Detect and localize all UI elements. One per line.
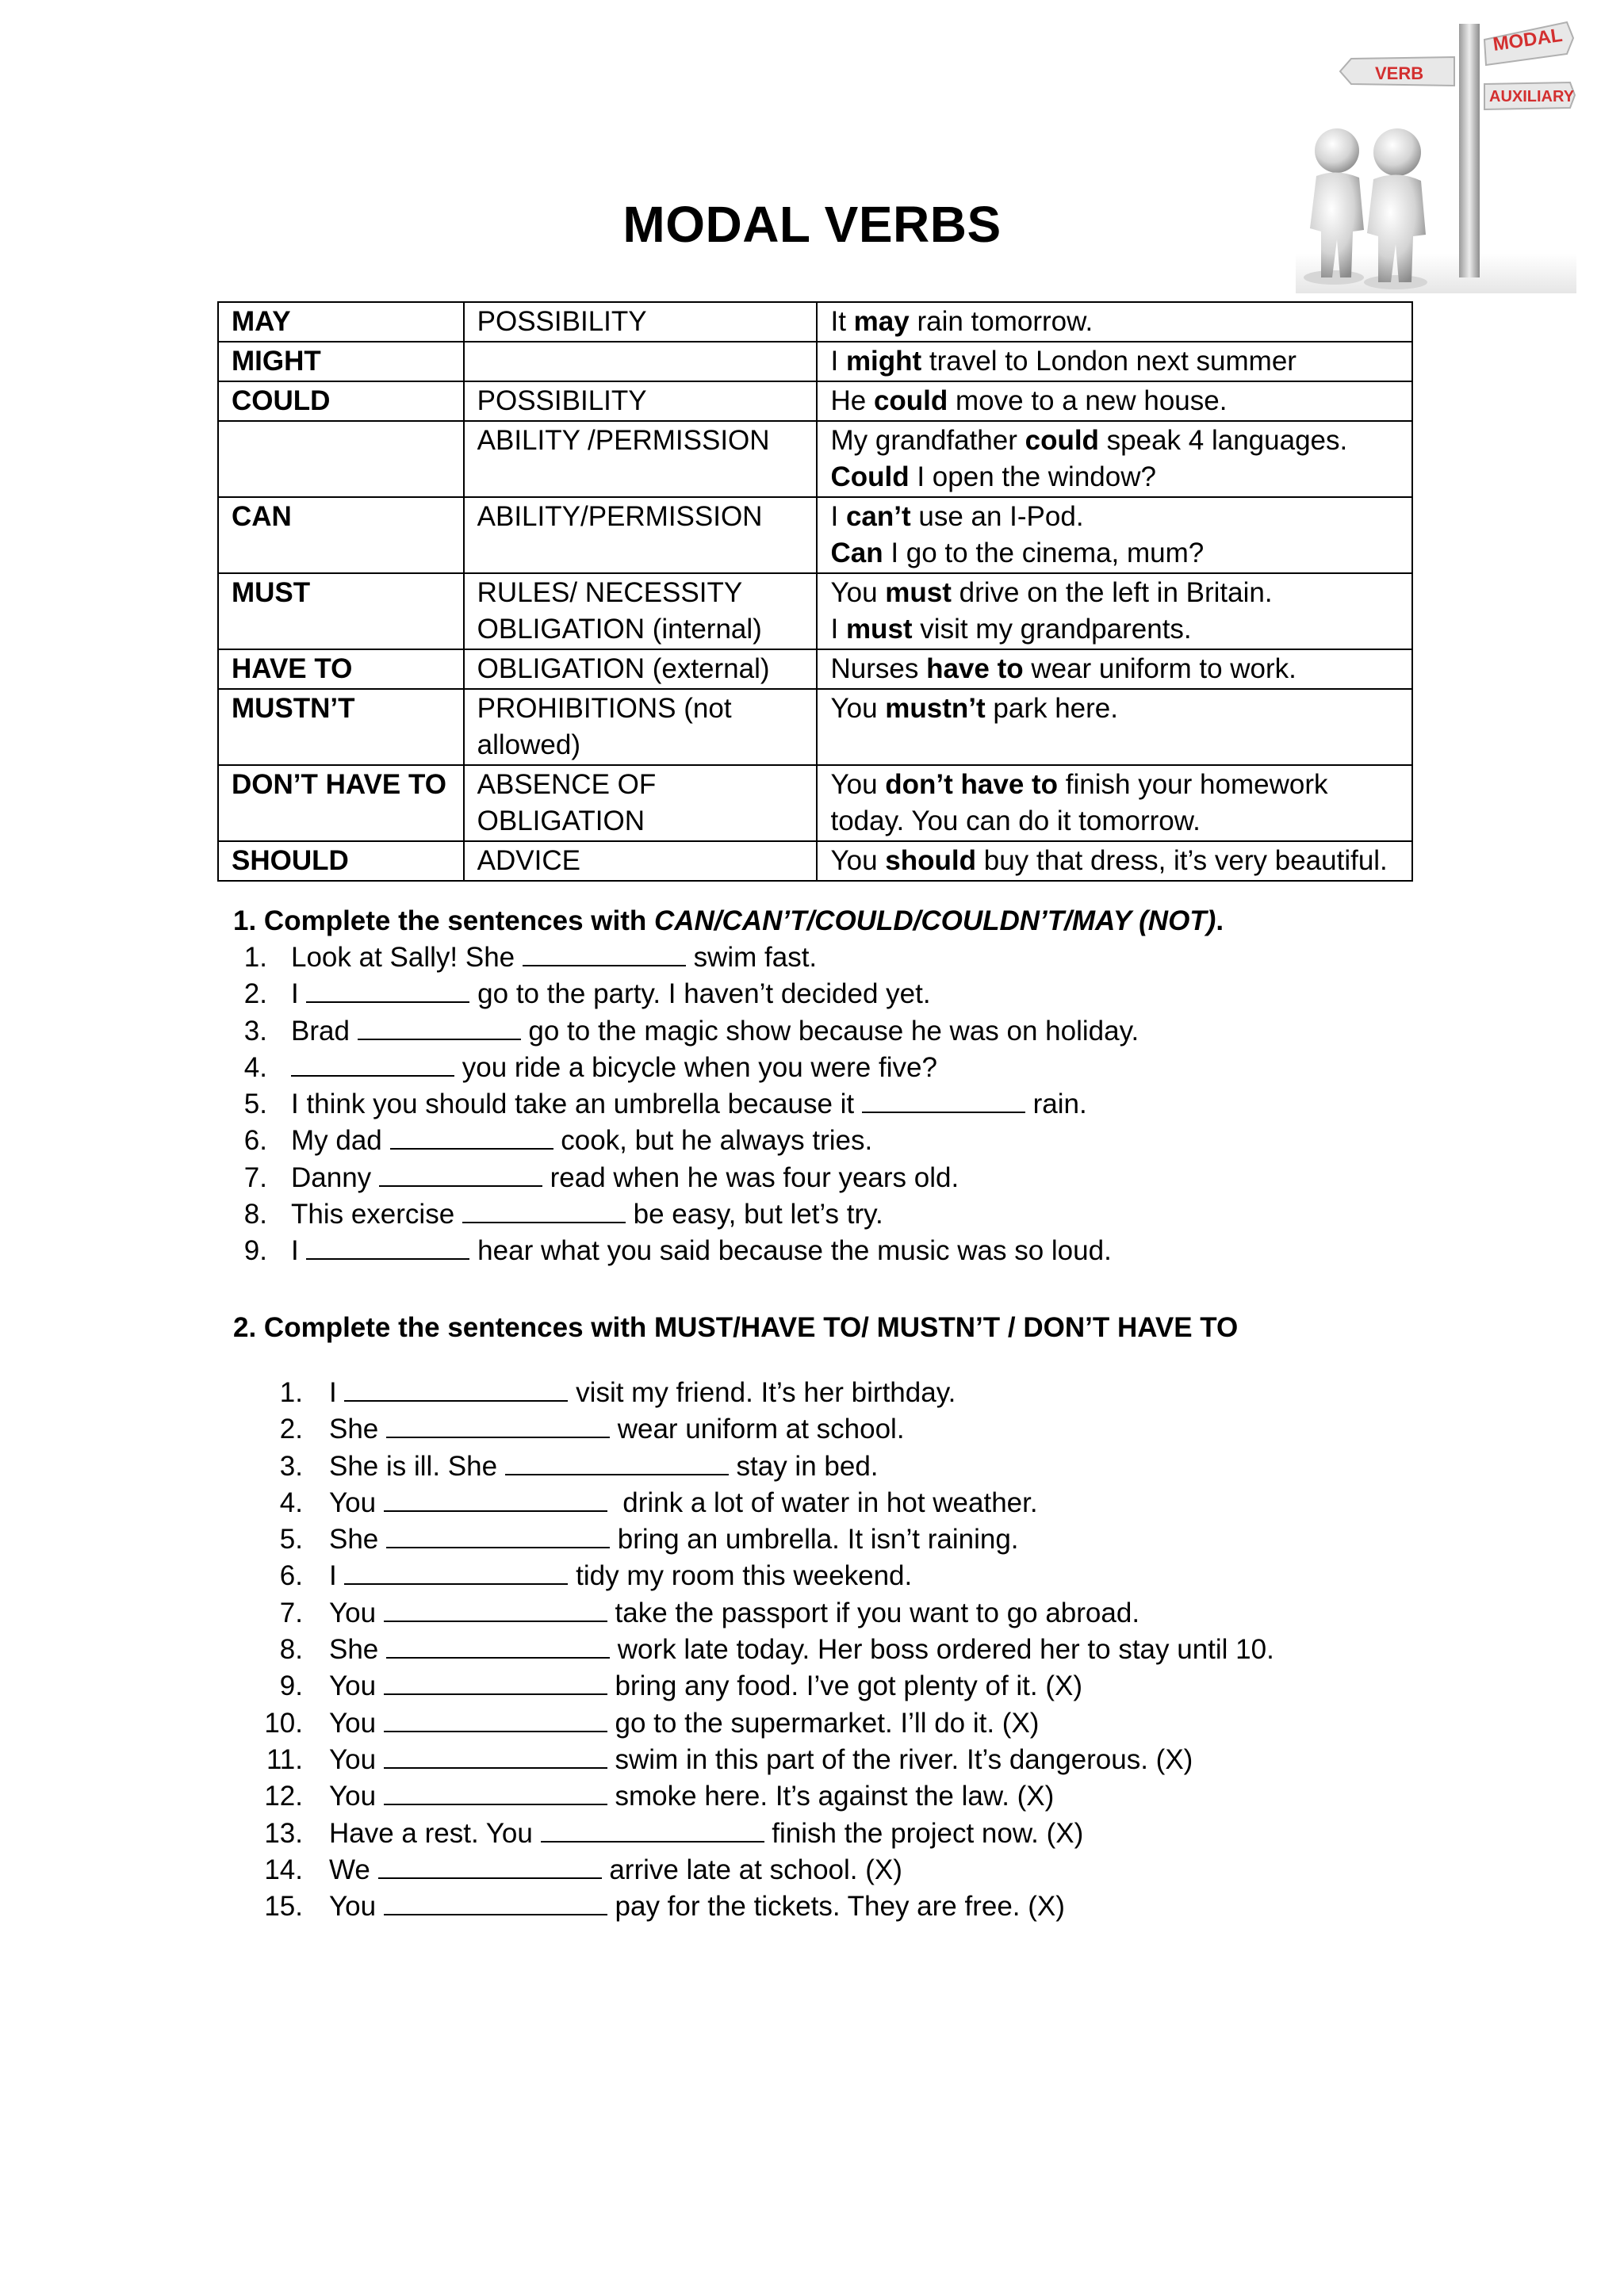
- example-text: wear uniform to work.: [1023, 653, 1297, 684]
- table-row: [218, 497, 1412, 573]
- example-sentence: [830, 423, 1399, 459]
- item-number: 7.: [243, 1161, 267, 1193]
- list-item: [279, 1411, 1274, 1448]
- example-sentence: [830, 691, 1399, 727]
- sentence-end: work late today. Her boss ordered her to stay until 10.: [610, 1634, 1274, 1666]
- table-row: [218, 841, 1412, 881]
- item-number: 2.: [279, 1414, 303, 1445]
- modal-verb-cell: COULD: [218, 381, 464, 421]
- sentence-end: go to the supermarket. I’ll do it. (X): [607, 1707, 1040, 1739]
- modal-keyword: can’t: [845, 501, 911, 532]
- example-text: rain tomorrow.: [909, 306, 1094, 337]
- use-cell: PROHIBITIONS (not allowed): [464, 689, 818, 765]
- answer-blank[interactable]: [384, 1743, 607, 1769]
- example-sentence: [830, 611, 1399, 648]
- sentence-end: read when he was four years old.: [542, 1161, 959, 1193]
- sentence-start: You: [329, 1891, 384, 1923]
- example-sentence: [830, 843, 1399, 879]
- list-item: [243, 1123, 1139, 1159]
- table-row: [218, 421, 1412, 497]
- example-cell: [817, 497, 1412, 573]
- use-cell: ABILITY/PERMISSION: [464, 497, 818, 573]
- sentence-end: swim fast.: [685, 942, 818, 973]
- list-item: [243, 1160, 1139, 1196]
- example-sentence: [830, 651, 1399, 687]
- list-item: [243, 939, 1139, 976]
- example-sentence: [830, 459, 1399, 496]
- use-cell: POSSIBILITY: [464, 381, 818, 421]
- list-item: [279, 1558, 1274, 1594]
- sentence-start: I: [291, 1235, 307, 1267]
- answer-blank[interactable]: [386, 1633, 610, 1659]
- list-item: [264, 1888, 1274, 1925]
- item-number: 8.: [243, 1199, 267, 1230]
- modal-keyword: could: [873, 385, 948, 416]
- modal-verbs-table-body: [218, 302, 1412, 881]
- sentence-start: This exercise: [291, 1199, 462, 1230]
- example-text: speak 4 languages.: [1098, 425, 1348, 456]
- example-sentence: [830, 767, 1399, 803]
- modal-verb-cell: DON’T HAVE TO: [218, 765, 464, 841]
- table-row: [218, 689, 1412, 765]
- list-item: [279, 1632, 1274, 1668]
- exercise1-title-prefix: 1. Complete the sentences with: [233, 905, 654, 936]
- sentence-start: You: [329, 1781, 384, 1812]
- sentence-start: You: [329, 1487, 384, 1518]
- example-cell: [817, 342, 1412, 381]
- answer-blank[interactable]: [306, 978, 469, 1003]
- example-text: You: [830, 769, 886, 800]
- list-item: [243, 1013, 1139, 1050]
- item-number: 3.: [243, 1015, 267, 1047]
- modal-verb-cell: MIGHT: [218, 342, 464, 381]
- sentence-end: cook, but he always tries.: [553, 1125, 873, 1157]
- list-item: [264, 1705, 1274, 1742]
- modal-verb-cell: CAN: [218, 497, 464, 573]
- table-row: [218, 573, 1412, 649]
- modal-keyword: must: [885, 577, 952, 608]
- answer-blank[interactable]: [386, 1413, 610, 1438]
- modal-verb-cell: MUSTN’T: [218, 689, 464, 765]
- modal-keyword: must: [845, 614, 913, 645]
- exercise1-title: [233, 905, 1224, 937]
- use-cell: OBLIGATION (external): [464, 649, 818, 689]
- example-sentence: [830, 343, 1399, 380]
- example-text: I: [830, 346, 846, 377]
- use-cell: ADVICE: [464, 841, 818, 881]
- example-text: visit my grandparents.: [912, 614, 1192, 645]
- answer-blank[interactable]: [523, 941, 686, 966]
- answer-blank[interactable]: [378, 1854, 602, 1879]
- modal-keyword: may: [853, 306, 910, 337]
- sentence-start: She: [329, 1634, 386, 1666]
- example-text: drive on the left in Britain.: [951, 577, 1273, 608]
- use-cell: POSSIBILITY: [464, 302, 818, 342]
- example-text: finish your homework: [1058, 769, 1328, 800]
- modal-keyword: might: [845, 346, 922, 377]
- sentence-start: Have a rest. You: [329, 1817, 541, 1849]
- answer-blank[interactable]: [291, 1051, 454, 1077]
- sentence-end: visit my friend. It’s her birthday.: [568, 1377, 956, 1408]
- example-sentence: [830, 535, 1399, 572]
- example-text: My grandfather: [830, 425, 1025, 456]
- sentence-end: hear what you said because the music was so loud.: [469, 1235, 1112, 1267]
- sentence-end: take the passport if you want to go abroad.: [607, 1597, 1140, 1628]
- table-row: [218, 381, 1412, 421]
- example-cell: [817, 765, 1412, 841]
- example-text: I: [830, 501, 846, 532]
- modal-keyword: should: [885, 845, 976, 876]
- sentence-end: pay for the tickets. They are free. (X): [607, 1891, 1065, 1923]
- item-number: 11.: [266, 1743, 303, 1775]
- item-number: 8.: [279, 1634, 303, 1666]
- sentence-start: I: [329, 1560, 345, 1592]
- answer-blank[interactable]: [384, 1487, 607, 1512]
- sentence-end: bring an umbrella. It isn’t raining.: [610, 1524, 1019, 1556]
- example-text: use an I-Pod.: [910, 501, 1084, 532]
- example-text: You: [830, 577, 886, 608]
- sentence-end: stay in bed.: [728, 1450, 879, 1482]
- example-sentence: [830, 304, 1399, 340]
- example-text: I open the window?: [909, 461, 1156, 492]
- example-cell: [817, 421, 1412, 497]
- answer-blank[interactable]: [379, 1161, 542, 1187]
- item-number: 13.: [264, 1817, 303, 1849]
- sign-verb: VERB: [1375, 63, 1424, 83]
- answer-blank[interactable]: [384, 1780, 607, 1805]
- use-cell: ABILITY /PERMISSION: [464, 421, 818, 497]
- sentence-start: I: [329, 1377, 345, 1408]
- table-row: [218, 302, 1412, 342]
- exercise1-list: [243, 939, 1139, 1270]
- sentence-start: You: [329, 1597, 384, 1628]
- table-row: [218, 765, 1412, 841]
- list-item: [243, 1233, 1139, 1269]
- answer-blank[interactable]: [384, 1707, 607, 1732]
- example-text: park here.: [985, 693, 1118, 724]
- list-item: [243, 1196, 1139, 1233]
- item-number: 5.: [243, 1089, 267, 1120]
- sentence-start: Danny: [291, 1161, 379, 1193]
- example-text: Nurses: [830, 653, 927, 684]
- sentence-end: rain.: [1025, 1089, 1087, 1120]
- list-item: [264, 1778, 1274, 1815]
- sentence-start: She is ill. She: [329, 1450, 505, 1482]
- example-text: He: [830, 385, 874, 416]
- modal-keyword: Can: [830, 538, 883, 568]
- answer-blank[interactable]: [386, 1523, 610, 1548]
- sentence-end: drink a lot of water in hot weather.: [607, 1487, 1038, 1518]
- list-item: [243, 1086, 1139, 1123]
- use-cell: ABSENCE OF OBLIGATION: [464, 765, 818, 841]
- item-number: 5.: [279, 1524, 303, 1556]
- sentence-end: be easy, but let’s try.: [625, 1199, 883, 1230]
- example-cell: [817, 381, 1412, 421]
- modal-verb-cell: [218, 421, 464, 497]
- sentence-end: bring any food. I’ve got plenty of it. (X): [607, 1670, 1083, 1702]
- item-number: 15.: [264, 1891, 303, 1923]
- modal-keyword: don’t have to: [885, 769, 1059, 800]
- item-number: 6.: [279, 1560, 303, 1592]
- sentence-start: Look at Sally! She: [291, 942, 523, 973]
- item-number: 1.: [243, 942, 267, 973]
- item-number: 1.: [279, 1377, 303, 1408]
- list-item: [266, 1742, 1274, 1778]
- answer-blank[interactable]: [344, 1559, 568, 1585]
- example-cell: [817, 573, 1412, 649]
- list-item: [279, 1668, 1274, 1705]
- answer-blank[interactable]: [505, 1450, 729, 1475]
- modal-keyword: could: [1025, 425, 1099, 456]
- example-cell: [817, 841, 1412, 881]
- list-item: [279, 1521, 1274, 1558]
- sentence-start: You: [329, 1743, 384, 1775]
- item-number: 2.: [243, 978, 267, 1010]
- answer-blank[interactable]: [384, 1890, 607, 1915]
- modal-keyword: have to: [926, 653, 1024, 684]
- answer-blank[interactable]: [541, 1817, 764, 1843]
- answer-blank[interactable]: [358, 1015, 521, 1040]
- sentence-start: I think you should take an umbrella because it: [291, 1089, 862, 1120]
- sentence-end: go to the party. I haven’t decided yet.: [469, 978, 931, 1010]
- item-number: 9.: [279, 1670, 303, 1702]
- example-text: today. You can do it tomorrow.: [830, 806, 1201, 836]
- table-row: [218, 342, 1412, 381]
- sentence-end: swim in this part of the river. It’s dangerous. (X): [607, 1743, 1193, 1775]
- item-number: 14.: [264, 1854, 303, 1885]
- modal-keyword: mustn’t: [885, 693, 986, 724]
- exercise1-title-words: CAN/CAN’T/COULD/COULDN’T/MAY (NOT): [653, 905, 1216, 936]
- sentence-end: wear uniform at school.: [610, 1414, 905, 1445]
- use-cell: RULES/ NECESSITY OBLIGATION (internal): [464, 573, 818, 649]
- sentence-start: You: [329, 1670, 384, 1702]
- list-item: [279, 1485, 1274, 1521]
- sentence-start: She: [329, 1524, 386, 1556]
- page-title: MODAL VERBS: [622, 196, 1002, 253]
- sentence-start: Brad: [291, 1015, 358, 1047]
- modal-verb-cell: MUST: [218, 573, 464, 649]
- list-item: [279, 1375, 1274, 1411]
- answer-blank[interactable]: [384, 1597, 607, 1622]
- list-item: [264, 1852, 1274, 1888]
- sentence-start: You: [329, 1707, 384, 1739]
- list-item: [264, 1816, 1274, 1852]
- example-sentence: [830, 575, 1399, 611]
- use-cell: [464, 342, 818, 381]
- example-sentence: [830, 383, 1399, 419]
- modal-verb-cell: SHOULD: [218, 841, 464, 881]
- answer-blank[interactable]: [462, 1198, 626, 1223]
- sentence-end: smoke here. It’s against the law. (X): [607, 1781, 1055, 1812]
- item-number: 4.: [243, 1051, 267, 1083]
- example-text: travel to London next summer: [921, 346, 1297, 377]
- modal-keyword: Could: [830, 461, 910, 492]
- example-text: You: [830, 693, 886, 724]
- example-sentence: [830, 499, 1399, 535]
- item-number: 3.: [279, 1450, 303, 1482]
- sentence-end: tidy my room this weekend.: [568, 1560, 913, 1592]
- sentence-start: She: [329, 1414, 386, 1445]
- exercise2-title: 2. Complete the sentences with MUST/HAVE TO/ MUSTN’T / DON’T HAVE TO: [233, 1312, 1239, 1343]
- item-number: 12.: [264, 1781, 303, 1812]
- sentence-end: you ride a bicycle when you were five?: [454, 1051, 937, 1083]
- answer-blank[interactable]: [344, 1376, 568, 1402]
- modal-verbs-table: [217, 301, 1413, 882]
- example-text: buy that dress, it’s very beautiful.: [976, 845, 1388, 876]
- answer-blank[interactable]: [862, 1088, 1025, 1113]
- sentence-start: My dad: [291, 1125, 390, 1157]
- list-item: [279, 1595, 1274, 1632]
- sentence-start: We: [329, 1854, 378, 1885]
- exercise2-list: [264, 1375, 1274, 1925]
- answer-blank[interactable]: [384, 1670, 607, 1695]
- modal-verb-cell: HAVE TO: [218, 649, 464, 689]
- sentence-end: finish the project now. (X): [764, 1817, 1084, 1849]
- list-item: [279, 1448, 1274, 1485]
- exercise1-title-suffix: .: [1216, 905, 1224, 936]
- example-cell: [817, 302, 1412, 342]
- example-text: I go to the cinema, mum?: [883, 538, 1205, 568]
- sign-auxiliary: AUXILIARY: [1489, 88, 1575, 105]
- example-text: move to a new house.: [948, 385, 1228, 416]
- example-text: It: [830, 306, 854, 337]
- example-cell: [817, 649, 1412, 689]
- list-item: [243, 976, 1139, 1012]
- example-text: I: [830, 614, 846, 645]
- list-item: [243, 1050, 1139, 1086]
- table-row: [218, 649, 1412, 689]
- example-sentence: [830, 803, 1399, 840]
- item-number: 9.: [243, 1235, 267, 1267]
- item-number: 7.: [279, 1597, 303, 1628]
- modal-verb-cell: MAY: [218, 302, 464, 342]
- item-number: 10.: [264, 1707, 303, 1739]
- answer-blank[interactable]: [306, 1234, 469, 1260]
- answer-blank[interactable]: [390, 1124, 553, 1150]
- item-number: 6.: [243, 1125, 267, 1157]
- sentence-start: I: [291, 978, 307, 1010]
- sentence-end: arrive late at school. (X): [601, 1854, 902, 1885]
- example-text: You: [830, 845, 886, 876]
- sentence-end: go to the magic show because he was on holiday.: [520, 1015, 1139, 1047]
- example-cell: [817, 689, 1412, 765]
- sign-modal: MODAL: [1492, 24, 1564, 55]
- item-number: 4.: [279, 1487, 303, 1518]
